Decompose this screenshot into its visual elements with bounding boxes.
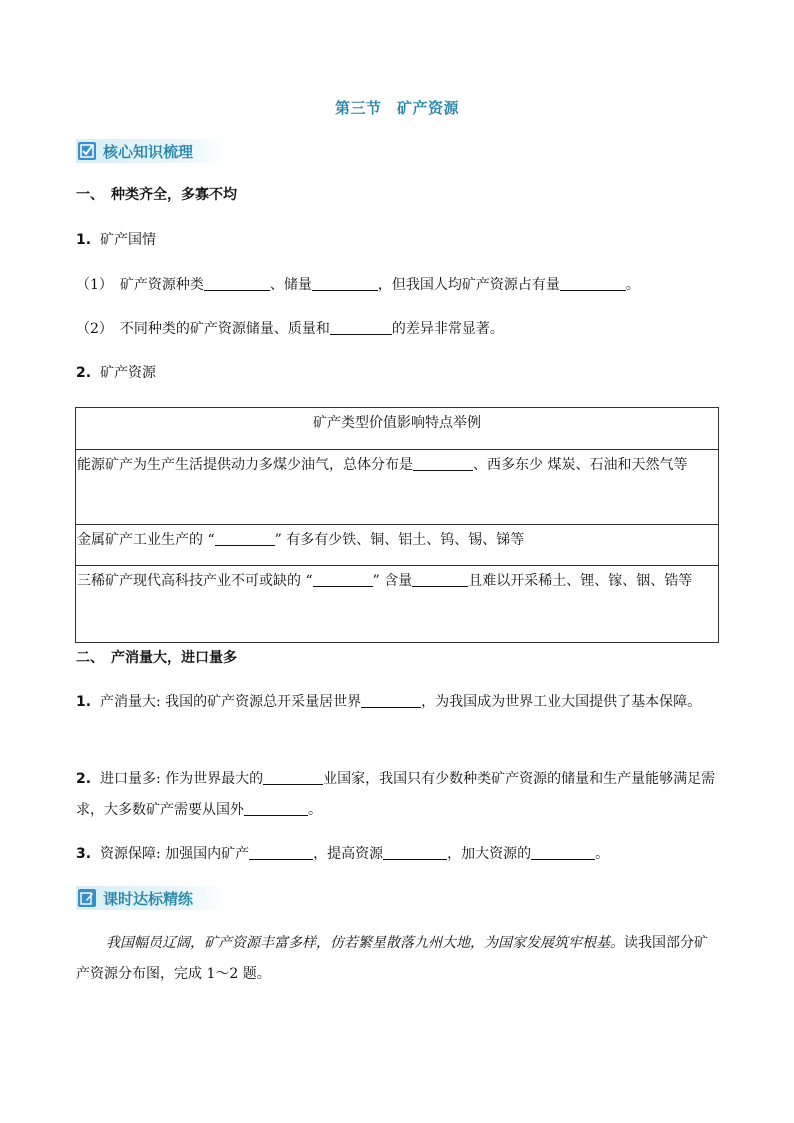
sub2-line	[76, 358, 721, 389]
fill-blank[interactable]	[413, 456, 473, 471]
checkbox-check-icon	[78, 142, 96, 160]
pencil-edit-icon	[78, 889, 96, 907]
fill-blank[interactable]	[215, 531, 275, 546]
part2-heading: 二、 产消量大，进口量多	[76, 650, 237, 666]
section-banner-practice	[76, 886, 226, 910]
row-text: ” 有多有少铁、铜、铝土、钨、锡、锑等	[274, 532, 525, 548]
table-row	[76, 525, 719, 566]
p1-suffix: ，为我国成为世界工业大国提供了基本保障。	[421, 694, 702, 710]
item2-suffix: 的差异非常显著。	[391, 321, 504, 337]
table-header: 矿产类型价值影响特点举例	[76, 408, 719, 450]
row-text: 金属矿产工业生产的 “	[77, 532, 215, 548]
fill-blank[interactable]	[330, 320, 392, 335]
sub1-text: 矿产国情	[99, 232, 156, 248]
table-cell	[76, 450, 719, 525]
sub2-number: 2.	[76, 365, 92, 381]
table-cell	[76, 566, 719, 643]
p1-number: 1.	[76, 694, 92, 710]
p3-mid1: ，提高资源	[313, 846, 384, 862]
section-title: 课时达标精练	[103, 889, 194, 908]
sub1-number: 1.	[76, 232, 92, 248]
fill-blank[interactable]	[244, 801, 308, 816]
part2-p1	[76, 687, 721, 718]
section-title: 核心知识梳理	[103, 142, 194, 161]
item1-mid1: 、储量	[269, 277, 312, 293]
item1-suffix: 。	[625, 277, 640, 293]
p2-suffix: 。	[308, 802, 322, 818]
fill-blank[interactable]	[249, 845, 313, 860]
intro-italic: 我国幅员辽阔，矿产资源丰富多样，仿若繁星散落九州大地，为国家发展筑牢根基。	[106, 935, 624, 951]
fill-blank[interactable]	[263, 770, 323, 785]
row-text: ” 含量	[372, 573, 413, 589]
p3-mid2: ，加大资源的	[447, 846, 532, 862]
fill-blank[interactable]	[412, 572, 468, 587]
fill-blank[interactable]	[383, 845, 447, 860]
p2-prefix: 进口量多: 作为世界最大的	[99, 771, 264, 787]
row-text: 能源矿产为生产生活提供动力多煤少油气，总体分布是	[77, 457, 413, 473]
sub2-text: 矿产资源	[99, 365, 156, 381]
table-cell	[76, 525, 719, 566]
p1-prefix: 产消量大: 我国的矿产资源总开采量居世界	[99, 694, 362, 710]
sub1-line	[76, 225, 721, 256]
p3-number: 3.	[76, 846, 92, 862]
row-text: 且难以开采稀土、锂、镓、铟、锆等	[468, 573, 693, 589]
fill-blank[interactable]	[204, 276, 270, 291]
fill-blank[interactable]	[312, 276, 378, 291]
item2-prefix: （2） 不同种类的矿产资源储量、质量和	[76, 321, 330, 337]
item1-mid2: ，但我国人均矿产资源占有量	[377, 277, 560, 293]
table-row	[76, 566, 719, 643]
fill-blank[interactable]	[313, 572, 373, 587]
row-text: 三稀矿产现代高科技产业不可或缺的 “	[77, 573, 313, 589]
table-row	[76, 450, 719, 525]
p2-number: 2.	[76, 771, 92, 787]
item2-line	[76, 314, 721, 345]
item1-prefix: （1） 矿产资源种类	[76, 277, 204, 293]
intro-rest: 读我国部分矿产资源分布图，完成 1～2 题。	[76, 935, 708, 982]
fill-blank[interactable]	[361, 693, 421, 708]
intro-paragraph	[76, 928, 721, 990]
p3-suffix: 。	[595, 846, 610, 862]
p2-mid: 业国家，我国只有少数种类矿产资源的储量和生产量能够满足需求，大多数矿产需要从国外	[76, 771, 716, 818]
page-title: 第三节 矿产资源	[334, 99, 459, 117]
item1-line	[76, 270, 721, 301]
fill-blank[interactable]	[531, 845, 595, 860]
p3-prefix: 资源保障: 加强国内矿产	[99, 846, 250, 862]
part2-p2	[76, 764, 721, 826]
section-banner-knowledge	[76, 139, 226, 163]
part2-p3	[76, 839, 721, 870]
part1-heading: 一、 种类齐全，多寡不均	[76, 187, 237, 203]
row-text: 、西多东少 煤炭、石油和天然气等	[473, 457, 688, 473]
fill-blank[interactable]	[560, 276, 626, 291]
mineral-table	[75, 407, 719, 643]
